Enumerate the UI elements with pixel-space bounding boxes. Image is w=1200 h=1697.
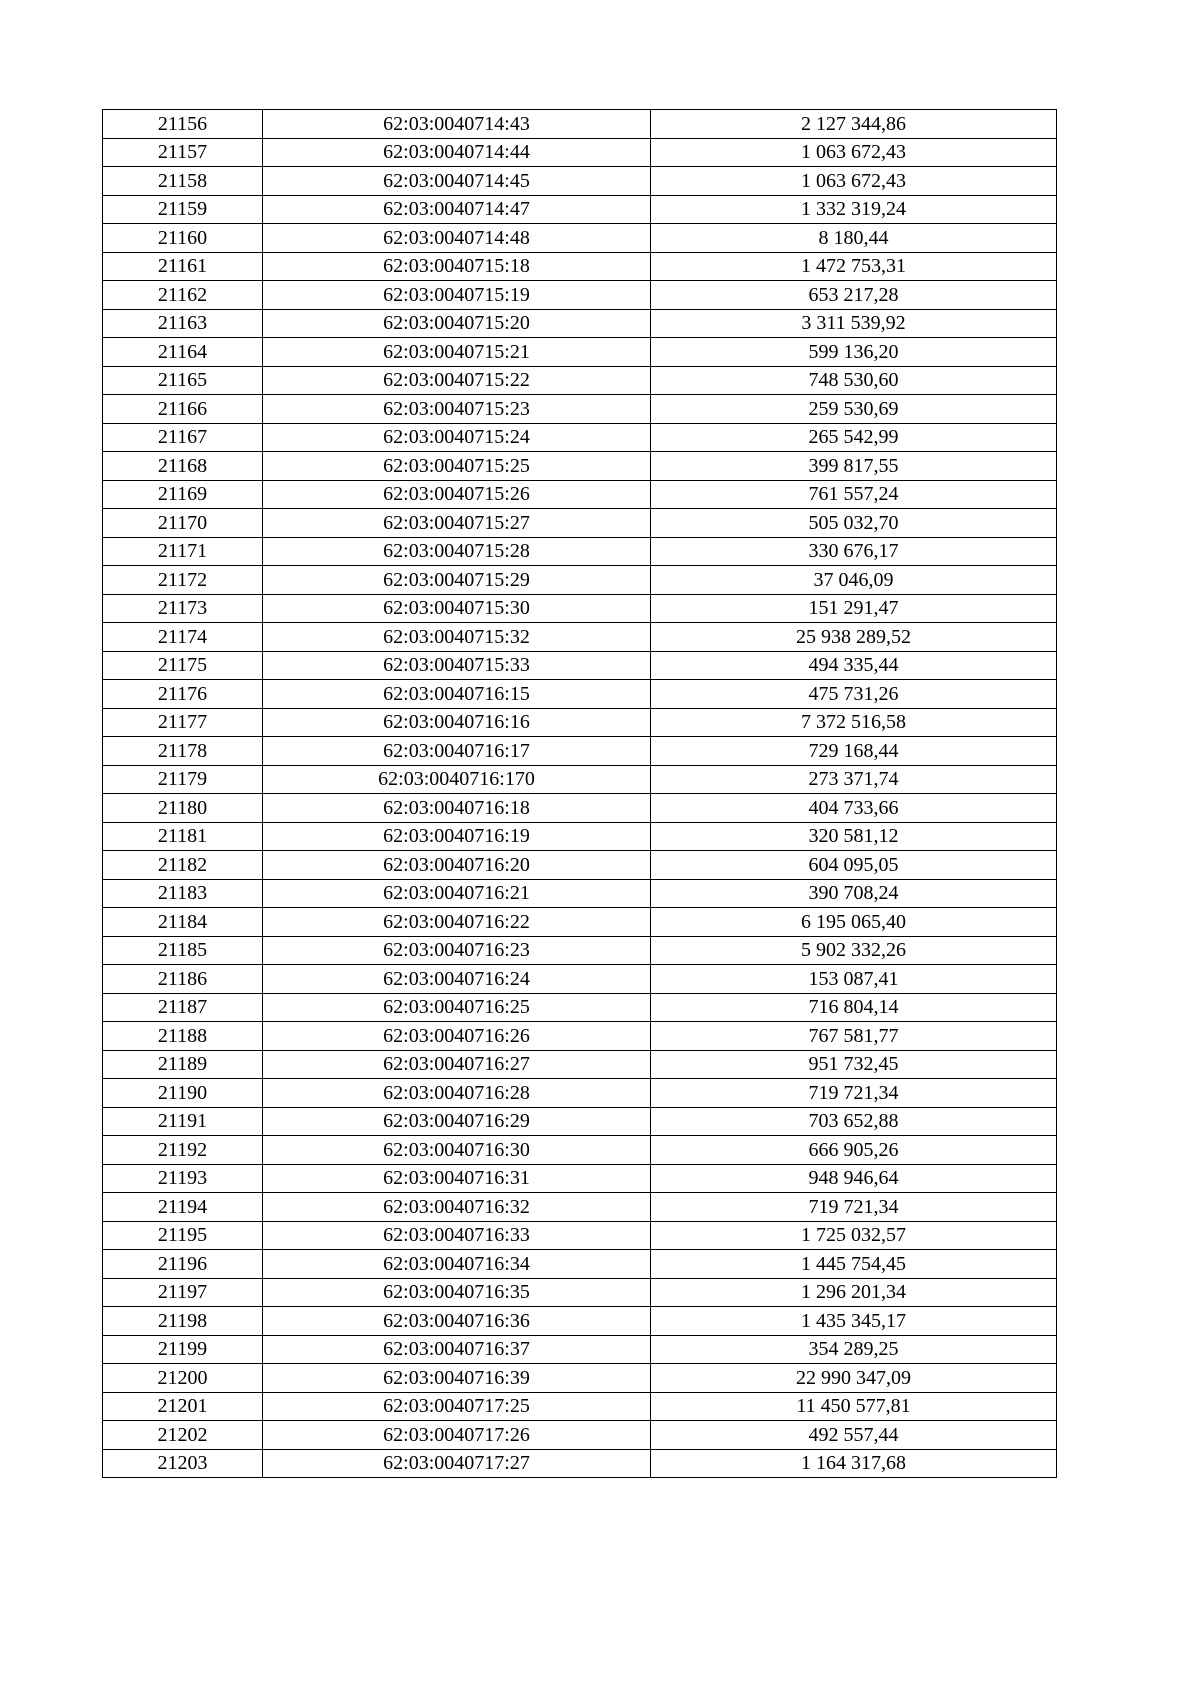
value-cell: 492 557,44 <box>651 1421 1057 1450</box>
cadastral-number-cell: 62:03:0040716:36 <box>263 1307 651 1336</box>
row-number-cell: 21175 <box>103 651 263 680</box>
cadastral-number-cell: 62:03:0040716:21 <box>263 879 651 908</box>
table-row <box>103 224 1057 253</box>
table-row <box>103 1307 1057 1336</box>
table-row <box>103 167 1057 196</box>
table-row <box>103 1364 1057 1393</box>
table-row <box>103 480 1057 509</box>
row-number-cell: 21202 <box>103 1421 263 1450</box>
cadastral-value-table <box>102 109 1057 1478</box>
value-cell: 8 180,44 <box>651 224 1057 253</box>
cadastral-number-cell: 62:03:0040715:20 <box>263 309 651 338</box>
cadastral-number-cell: 62:03:0040715:22 <box>263 366 651 395</box>
table-row <box>103 509 1057 538</box>
value-cell: 1 063 672,43 <box>651 138 1057 167</box>
row-number-cell: 21201 <box>103 1392 263 1421</box>
row-number-cell: 21193 <box>103 1164 263 1193</box>
table-row <box>103 623 1057 652</box>
table-row <box>103 708 1057 737</box>
row-number-cell: 21159 <box>103 195 263 224</box>
table-row <box>103 423 1057 452</box>
row-number-cell: 21157 <box>103 138 263 167</box>
table-row <box>103 110 1057 139</box>
table-row <box>103 452 1057 481</box>
value-cell: 604 095,05 <box>651 851 1057 880</box>
value-cell: 719 721,34 <box>651 1079 1057 1108</box>
table-row <box>103 395 1057 424</box>
cadastral-number-cell: 62:03:0040716:16 <box>263 708 651 737</box>
value-cell: 767 581,77 <box>651 1022 1057 1051</box>
value-cell: 7 372 516,58 <box>651 708 1057 737</box>
row-number-cell: 21188 <box>103 1022 263 1051</box>
value-cell: 1 164 317,68 <box>651 1449 1057 1478</box>
row-number-cell: 21171 <box>103 537 263 566</box>
value-cell: 1 332 319,24 <box>651 195 1057 224</box>
cadastral-number-cell: 62:03:0040715:23 <box>263 395 651 424</box>
row-number-cell: 21187 <box>103 993 263 1022</box>
row-number-cell: 21167 <box>103 423 263 452</box>
value-cell: 494 335,44 <box>651 651 1057 680</box>
row-number-cell: 21195 <box>103 1221 263 1250</box>
row-number-cell: 21160 <box>103 224 263 253</box>
value-cell: 599 136,20 <box>651 338 1057 367</box>
row-number-cell: 21184 <box>103 908 263 937</box>
row-number-cell: 21181 <box>103 822 263 851</box>
value-cell: 22 990 347,09 <box>651 1364 1057 1393</box>
table-row <box>103 338 1057 367</box>
cadastral-number-cell: 62:03:0040716:24 <box>263 965 651 994</box>
table-row <box>103 1250 1057 1279</box>
table-row <box>103 1193 1057 1222</box>
cadastral-number-cell: 62:03:0040715:26 <box>263 480 651 509</box>
value-cell: 475 731,26 <box>651 680 1057 709</box>
row-number-cell: 21168 <box>103 452 263 481</box>
row-number-cell: 21203 <box>103 1449 263 1478</box>
table-row <box>103 822 1057 851</box>
table-row <box>103 1022 1057 1051</box>
value-cell: 399 817,55 <box>651 452 1057 481</box>
value-cell: 1 063 672,43 <box>651 167 1057 196</box>
cadastral-number-cell: 62:03:0040716:19 <box>263 822 651 851</box>
cadastral-number-cell: 62:03:0040715:28 <box>263 537 651 566</box>
table-row <box>103 651 1057 680</box>
cadastral-number-cell: 62:03:0040716:20 <box>263 851 651 880</box>
cadastral-number-cell: 62:03:0040716:30 <box>263 1136 651 1165</box>
cadastral-number-cell: 62:03:0040715:24 <box>263 423 651 452</box>
table-row <box>103 1050 1057 1079</box>
cadastral-number-cell: 62:03:0040716:27 <box>263 1050 651 1079</box>
value-cell: 3 311 539,92 <box>651 309 1057 338</box>
row-number-cell: 21158 <box>103 167 263 196</box>
cadastral-number-cell: 62:03:0040715:18 <box>263 252 651 281</box>
cadastral-number-cell: 62:03:0040715:30 <box>263 594 651 623</box>
table-row <box>103 879 1057 908</box>
table-row <box>103 1136 1057 1165</box>
cadastral-number-cell: 62:03:0040716:34 <box>263 1250 651 1279</box>
value-cell: 265 542,99 <box>651 423 1057 452</box>
table-row <box>103 594 1057 623</box>
row-number-cell: 21191 <box>103 1107 263 1136</box>
row-number-cell: 21180 <box>103 794 263 823</box>
table-row <box>103 281 1057 310</box>
value-cell: 666 905,26 <box>651 1136 1057 1165</box>
value-cell: 716 804,14 <box>651 993 1057 1022</box>
row-number-cell: 21198 <box>103 1307 263 1336</box>
cadastral-number-cell: 62:03:0040716:29 <box>263 1107 651 1136</box>
table-row <box>103 765 1057 794</box>
row-number-cell: 21166 <box>103 395 263 424</box>
value-cell: 1 472 753,31 <box>651 252 1057 281</box>
value-cell: 703 652,88 <box>651 1107 1057 1136</box>
value-cell: 25 938 289,52 <box>651 623 1057 652</box>
cadastral-number-cell: 62:03:0040716:18 <box>263 794 651 823</box>
row-number-cell: 21185 <box>103 936 263 965</box>
row-number-cell: 21194 <box>103 1193 263 1222</box>
value-cell: 653 217,28 <box>651 281 1057 310</box>
table-body <box>103 110 1057 1478</box>
value-cell: 505 032,70 <box>651 509 1057 538</box>
cadastral-number-cell: 62:03:0040716:22 <box>263 908 651 937</box>
value-cell: 761 557,24 <box>651 480 1057 509</box>
cadastral-number-cell: 62:03:0040717:26 <box>263 1421 651 1450</box>
cadastral-number-cell: 62:03:0040714:45 <box>263 167 651 196</box>
value-cell: 153 087,41 <box>651 965 1057 994</box>
table-row <box>103 1449 1057 1478</box>
row-number-cell: 21182 <box>103 851 263 880</box>
cadastral-number-cell: 62:03:0040716:170 <box>263 765 651 794</box>
row-number-cell: 21170 <box>103 509 263 538</box>
row-number-cell: 21161 <box>103 252 263 281</box>
row-number-cell: 21173 <box>103 594 263 623</box>
cadastral-number-cell: 62:03:0040716:37 <box>263 1335 651 1364</box>
table-row <box>103 1392 1057 1421</box>
cadastral-number-cell: 62:03:0040716:33 <box>263 1221 651 1250</box>
cadastral-number-cell: 62:03:0040717:27 <box>263 1449 651 1478</box>
cadastral-number-cell: 62:03:0040715:19 <box>263 281 651 310</box>
table-row <box>103 1278 1057 1307</box>
cadastral-number-cell: 62:03:0040715:29 <box>263 566 651 595</box>
cadastral-number-cell: 62:03:0040716:32 <box>263 1193 651 1222</box>
value-cell: 729 168,44 <box>651 737 1057 766</box>
row-number-cell: 21164 <box>103 338 263 367</box>
row-number-cell: 21199 <box>103 1335 263 1364</box>
value-cell: 951 732,45 <box>651 1050 1057 1079</box>
table-row <box>103 794 1057 823</box>
row-number-cell: 21190 <box>103 1079 263 1108</box>
cadastral-number-cell: 62:03:0040716:25 <box>263 993 651 1022</box>
cadastral-number-cell: 62:03:0040714:44 <box>263 138 651 167</box>
value-cell: 1 725 032,57 <box>651 1221 1057 1250</box>
row-number-cell: 21176 <box>103 680 263 709</box>
cadastral-number-cell: 62:03:0040716:23 <box>263 936 651 965</box>
table-row <box>103 851 1057 880</box>
row-number-cell: 21196 <box>103 1250 263 1279</box>
value-cell: 748 530,60 <box>651 366 1057 395</box>
cadastral-number-cell: 62:03:0040715:25 <box>263 452 651 481</box>
value-cell: 11 450 577,81 <box>651 1392 1057 1421</box>
row-number-cell: 21186 <box>103 965 263 994</box>
row-number-cell: 21183 <box>103 879 263 908</box>
table-row <box>103 309 1057 338</box>
table-row <box>103 936 1057 965</box>
value-cell: 948 946,64 <box>651 1164 1057 1193</box>
row-number-cell: 21177 <box>103 708 263 737</box>
cadastral-number-cell: 62:03:0040715:32 <box>263 623 651 652</box>
cadastral-number-cell: 62:03:0040714:43 <box>263 110 651 139</box>
row-number-cell: 21162 <box>103 281 263 310</box>
table-row <box>103 252 1057 281</box>
table-row <box>103 908 1057 937</box>
value-cell: 2 127 344,86 <box>651 110 1057 139</box>
row-number-cell: 21163 <box>103 309 263 338</box>
table-row <box>103 1079 1057 1108</box>
cadastral-number-cell: 62:03:0040714:48 <box>263 224 651 253</box>
table-row <box>103 680 1057 709</box>
row-number-cell: 21200 <box>103 1364 263 1393</box>
cadastral-number-cell: 62:03:0040715:21 <box>263 338 651 367</box>
value-cell: 37 046,09 <box>651 566 1057 595</box>
row-number-cell: 21156 <box>103 110 263 139</box>
value-cell: 6 195 065,40 <box>651 908 1057 937</box>
value-cell: 1 445 754,45 <box>651 1250 1057 1279</box>
row-number-cell: 21179 <box>103 765 263 794</box>
table-row <box>103 1164 1057 1193</box>
table-row <box>103 566 1057 595</box>
value-cell: 390 708,24 <box>651 879 1057 908</box>
cadastral-number-cell: 62:03:0040715:33 <box>263 651 651 680</box>
cadastral-number-cell: 62:03:0040715:27 <box>263 509 651 538</box>
cadastral-number-cell: 62:03:0040716:35 <box>263 1278 651 1307</box>
table-row <box>103 1421 1057 1450</box>
value-cell: 273 371,74 <box>651 765 1057 794</box>
cadastral-number-cell: 62:03:0040716:31 <box>263 1164 651 1193</box>
value-cell: 1 435 345,17 <box>651 1307 1057 1336</box>
value-cell: 719 721,34 <box>651 1193 1057 1222</box>
value-cell: 354 289,25 <box>651 1335 1057 1364</box>
value-cell: 320 581,12 <box>651 822 1057 851</box>
row-number-cell: 21172 <box>103 566 263 595</box>
row-number-cell: 21169 <box>103 480 263 509</box>
value-cell: 151 291,47 <box>651 594 1057 623</box>
table-row <box>103 366 1057 395</box>
table-row <box>103 537 1057 566</box>
cadastral-number-cell: 62:03:0040716:17 <box>263 737 651 766</box>
row-number-cell: 21189 <box>103 1050 263 1079</box>
cadastral-number-cell: 62:03:0040717:25 <box>263 1392 651 1421</box>
row-number-cell: 21178 <box>103 737 263 766</box>
value-cell: 330 676,17 <box>651 537 1057 566</box>
value-cell: 5 902 332,26 <box>651 936 1057 965</box>
value-cell: 1 296 201,34 <box>651 1278 1057 1307</box>
row-number-cell: 21197 <box>103 1278 263 1307</box>
table-row <box>103 1107 1057 1136</box>
row-number-cell: 21192 <box>103 1136 263 1165</box>
cadastral-number-cell: 62:03:0040716:28 <box>263 1079 651 1108</box>
table-row <box>103 1335 1057 1364</box>
table-row <box>103 965 1057 994</box>
row-number-cell: 21174 <box>103 623 263 652</box>
table-row <box>103 993 1057 1022</box>
table-row <box>103 737 1057 766</box>
table-row <box>103 138 1057 167</box>
row-number-cell: 21165 <box>103 366 263 395</box>
table-row <box>103 1221 1057 1250</box>
cadastral-number-cell: 62:03:0040714:47 <box>263 195 651 224</box>
table-row <box>103 195 1057 224</box>
cadastral-number-cell: 62:03:0040716:39 <box>263 1364 651 1393</box>
cadastral-number-cell: 62:03:0040716:15 <box>263 680 651 709</box>
value-cell: 404 733,66 <box>651 794 1057 823</box>
cadastral-number-cell: 62:03:0040716:26 <box>263 1022 651 1051</box>
value-cell: 259 530,69 <box>651 395 1057 424</box>
